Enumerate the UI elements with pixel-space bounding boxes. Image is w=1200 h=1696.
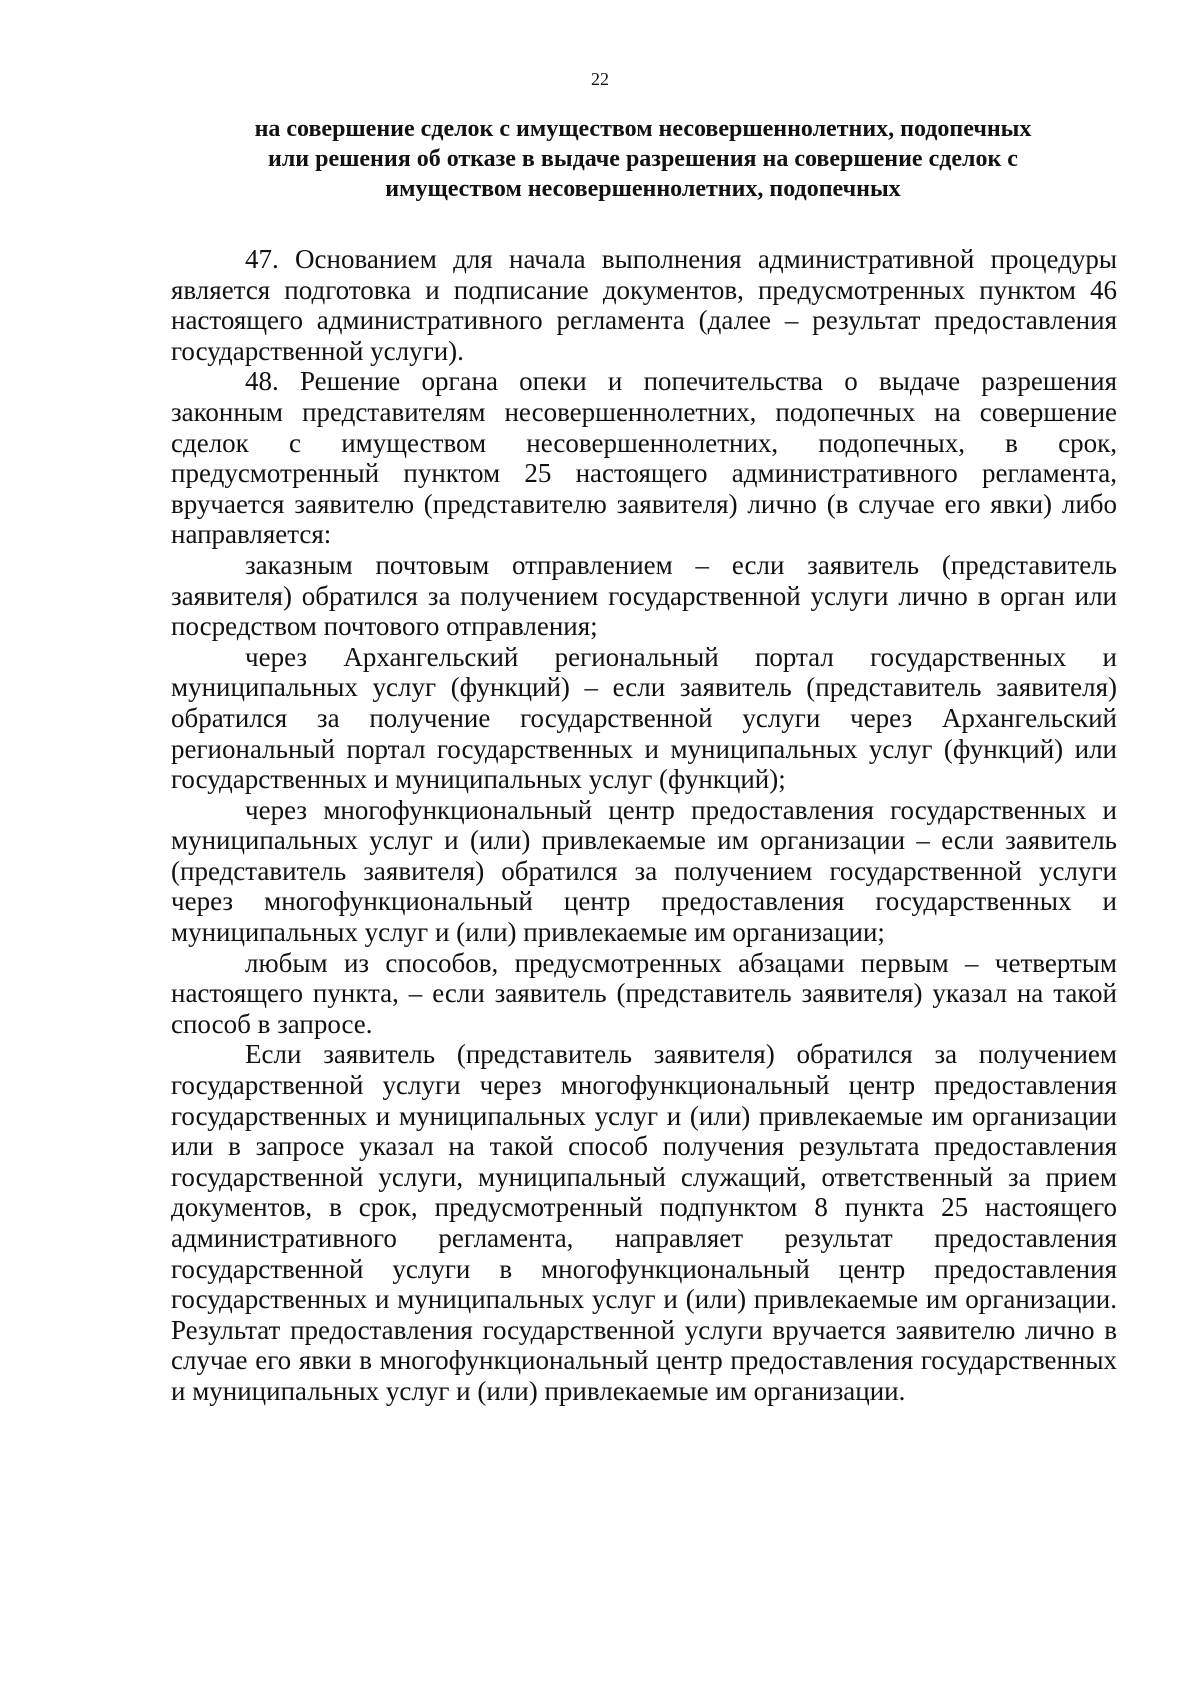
paragraph-regional-portal: через Архангельский региональный портал государственных и муниципальных услуг (функций) – если заявитель (представитель заявителя) обратился за получение государственной услуги через Архангельский региональный портал государственных и муниципальных услуг (функций) или государственных и муниципальных услуг (функций); <box>171 641 1117 795</box>
paragraph-any-method: любым из способов, предусмотренных абзацами первым – четвертым настоящего пункта, – если заявитель (представитель заявителя) указал на такой способ в запросе. <box>171 947 1117 1039</box>
paragraph-postal-delivery: заказным почтовым отправлением – если заявитель (представитель заявителя) обратился за получением государственной услуги лично в орган или посредством почтового отправления; <box>171 549 1117 642</box>
paragraph-48: 48. Решение органа опеки и попечительства о выдаче разрешения законным представителям несовершеннолетних, подопечных на совершение сделок с имуществом несовершеннолетних, подопечных, в срок, предусмотренный пунктом 25 настоящего административного регламента, вручается заявителю (представителю заявителя) лично (в случае его явки) либо направляется: <box>171 366 1117 550</box>
page-number: 22 <box>591 69 609 89</box>
document-body <box>171 244 1117 1407</box>
section-heading <box>170 114 1116 204</box>
paragraph-47: 47. Основанием для начала выполнения административной процедуры является подготовка и подписание документов, предусмотренных пунктом 46 настоящего административного регламента (далее – результат предоставления государственной услуги). <box>171 244 1117 366</box>
paragraph-mfc-procedure: Если заявитель (представитель заявителя) обратился за получением государственной услуги через многофункциональный центр предоставления государственных и муниципальных услуг и (или) привлекаемые им организации или в запросе указал на такой способ получения результата предоставления государственной услуги, муниципальный служащий, ответственный за прием документов, в срок, предусмотренный подпунктом 8 пункта 25 настоящего административного регламента, направляет результат предоставления государственной услуги в многофункциональный центр предоставления государственных и муниципальных услуг и (или) привлекаемые им организации. Результат предоставления государственной услуги вручается заявителю лично в случае его явки в многофункциональный центр предоставления государственных и муниципальных услуг и (или) привлекаемые им организации. <box>171 1039 1117 1406</box>
heading-line: или решения об отказе в выдаче разрешения на совершение сделок с <box>268 146 1018 172</box>
heading-line: на совершение сделок с имуществом несовершеннолетних, подопечных <box>254 116 1032 142</box>
paragraph-mfc-delivery: через многофункциональный центр предоставления государственных и муниципальных услуг и (или) привлекаемые им организации – если заявитель (представитель заявителя) обратился за получением государственной услуги через многофункциональный центр предоставления государственных и муниципальных услуг и (или) привлекаемые им организации; <box>171 794 1117 948</box>
heading-line: имуществом несовершеннолетних, подопечных <box>385 176 901 202</box>
